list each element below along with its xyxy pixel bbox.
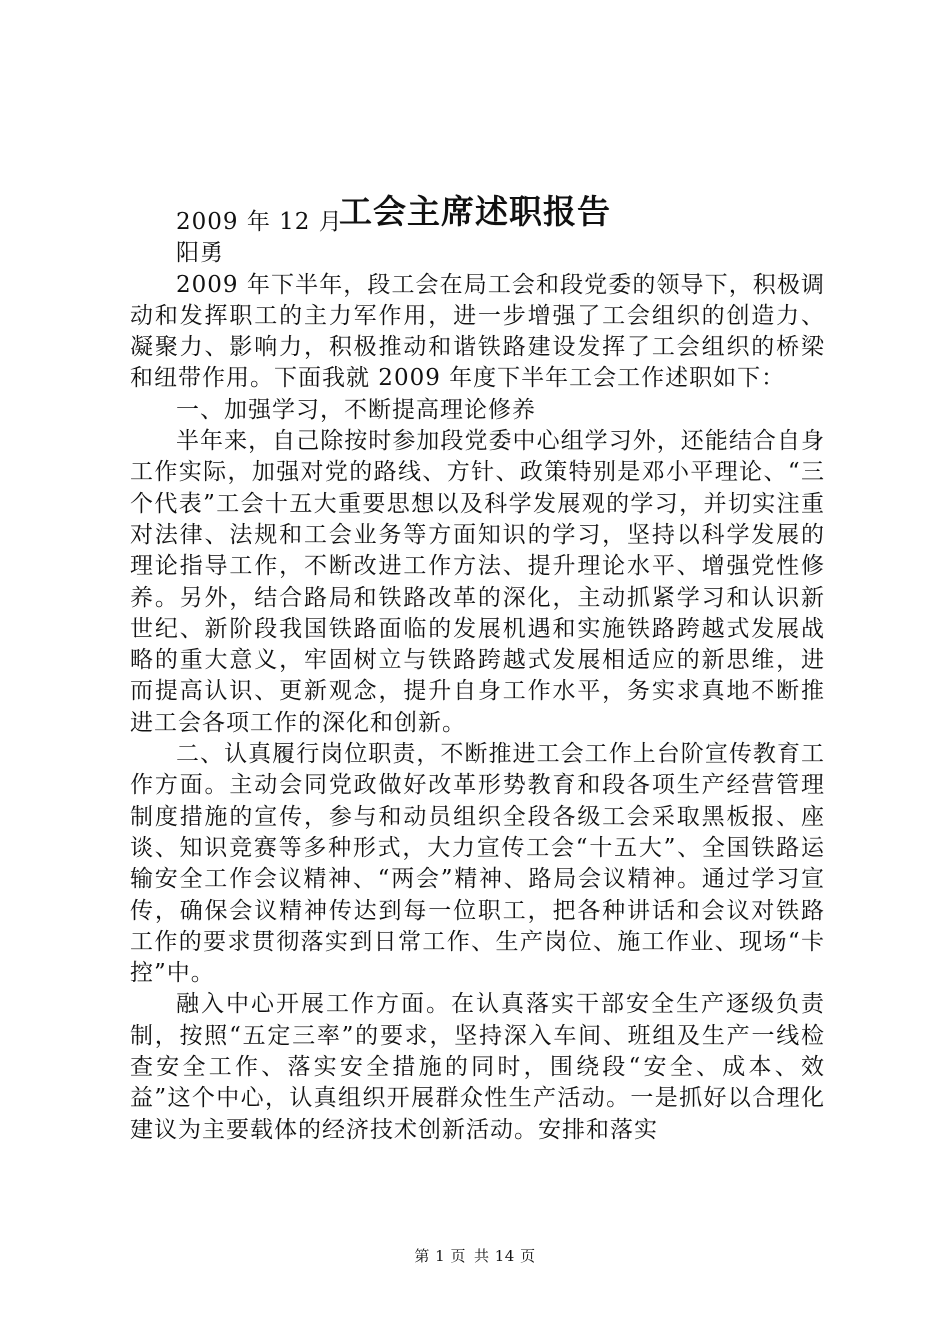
document-author: 阳勇 xyxy=(176,240,224,267)
document-title: 工会主席述职报告 xyxy=(339,192,611,231)
paragraph-intro: 2009 年下半年，段工会在局工会和段党委的领导下，积极调动和发挥职工的主力军作用，进一步增强了工会组织的创造力、凝聚力、影响力，积极推动和谐铁路建设发挥了工会组织的桥梁和纽带作用。下面我就 2009 年度下半年工会工作述职如下： xyxy=(130,271,825,392)
page-footer xyxy=(0,1245,950,1266)
paragraph-duties: 二、认真履行岗位职责，不断推进工会工作上台阶宣传教育工作方面。主动会同党政做好改革形势教育和段各项生产经营管理制度措施的宣传，参与和动员组织全段各级工会采取黑板报、座谈、知识竞赛等多种形式，大力宣传工会“十五大”、全国铁路运输安全工作会议精神、“两会”精神、路局会议精神。通过学习宣传，确保会议精神传达到每一位职工，把各种讲话和会议对铁路工作的要求贯彻落实到日常工作、生产岗位、施工作业、现场“卡控”中。 xyxy=(130,741,825,987)
section-heading-1: 一、加强学习，不断提高理论修养 xyxy=(176,396,536,423)
paragraph-study: 半年来，自己除按时参加段党委中心组学习外，还能结合自身工作实际，加强对党的路线、方针、政策特别是邓小平理论、“三个代表”工会十五大重要思想以及科学发展观的学习，并切实注重对法律、法规和工会业务等方面知识的学习，坚持以科学发展的理论指导工作，不断改进工作方法、提升理论水平、增强党性修养。另外，结合路局和铁路改革的深化，主动抓紧学习和认识新世纪、新阶段我国铁路面临的发展机遇和实施铁路跨越式发展战略的重大意义，牢固树立与铁路跨越式发展相适应的新思维，进而提高认识、更新观念，提升自身工作水平，务实求真地不断推进工会各项工作的深化和创新。 xyxy=(130,428,825,736)
document-date: 2009 年 12 月 xyxy=(176,209,343,235)
page-total: 共 14 页 xyxy=(473,1247,536,1265)
page-number: 第 1 页 xyxy=(414,1247,466,1265)
paragraph-production: 融入中心开展工作方面。在认真落实干部安全生产逐级负责制，按照“五定三率”的要求，坚持深入车间、班组及生产一线检查安全工作、落实安全措施的同时，围绕段“安全、成本、效益”这个中心，认真组织开展群众性生产活动。一是抓好以合理化建议为主要载体的经济技术创新活动。安排和落实 xyxy=(130,991,825,1143)
document-body xyxy=(130,207,825,1146)
